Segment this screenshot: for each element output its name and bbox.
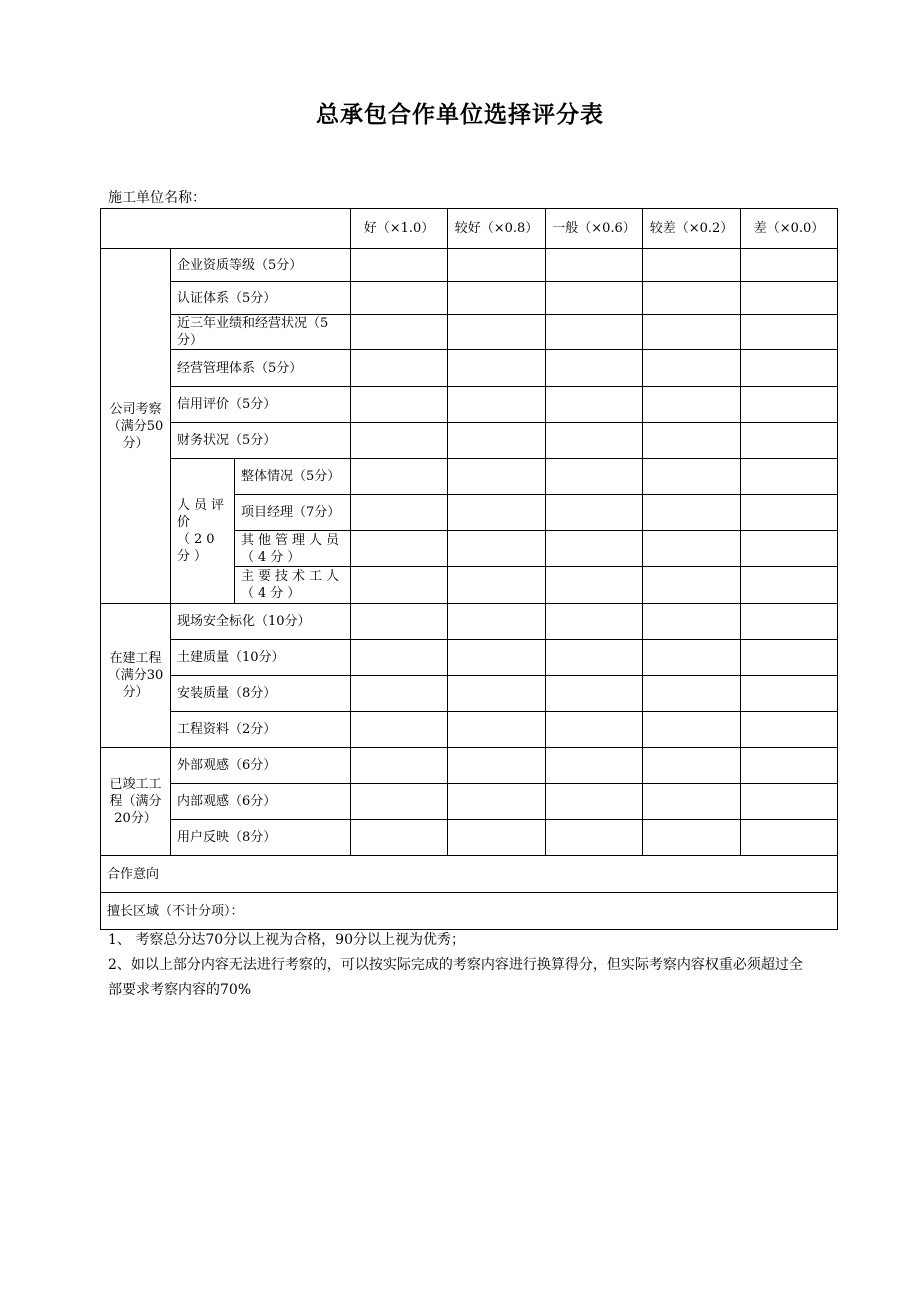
company-item: 企业资质等级（5分） xyxy=(171,249,351,282)
table-row xyxy=(101,676,838,712)
score-cell[interactable] xyxy=(741,676,838,712)
score-cell[interactable] xyxy=(546,604,643,640)
score-cell[interactable] xyxy=(448,604,546,640)
header-blank-cell xyxy=(101,209,351,249)
score-cell[interactable] xyxy=(546,495,643,531)
score-cell[interactable] xyxy=(643,495,741,531)
score-cell[interactable] xyxy=(546,350,643,387)
score-cell[interactable] xyxy=(351,350,448,387)
table-row xyxy=(101,282,838,315)
grade-header-poor: 差（×0.0） xyxy=(741,209,838,249)
score-cell[interactable] xyxy=(643,315,741,350)
score-cell[interactable] xyxy=(351,567,448,604)
personnel-item: 主要技术工人（4分） xyxy=(235,567,351,604)
grade-header-average: 一般（×0.6） xyxy=(546,209,643,249)
company-item: 近三年业绩和经营状况（5分） xyxy=(171,315,351,350)
score-cell[interactable] xyxy=(741,387,838,423)
company-item: 认证体系（5分） xyxy=(171,282,351,315)
score-cell[interactable] xyxy=(643,640,741,676)
score-cell[interactable] xyxy=(643,249,741,282)
score-cell[interactable] xyxy=(741,604,838,640)
score-cell[interactable] xyxy=(351,604,448,640)
score-cell[interactable] xyxy=(643,604,741,640)
score-cell[interactable] xyxy=(351,820,448,856)
score-cell[interactable] xyxy=(643,567,741,604)
score-cell[interactable] xyxy=(448,282,546,315)
score-cell[interactable] xyxy=(351,459,448,495)
completed-category: 已竣工工程（满分20分） xyxy=(101,748,171,856)
table-row xyxy=(101,893,838,930)
table-row xyxy=(101,387,838,423)
score-cell[interactable] xyxy=(448,423,546,459)
score-cell[interactable] xyxy=(546,748,643,784)
score-cell[interactable] xyxy=(546,712,643,748)
score-cell[interactable] xyxy=(546,387,643,423)
table-row xyxy=(101,423,838,459)
score-cell[interactable] xyxy=(448,495,546,531)
score-cell[interactable] xyxy=(643,712,741,748)
score-cell[interactable] xyxy=(741,350,838,387)
company-item: 经营管理体系（5分） xyxy=(171,350,351,387)
table-row xyxy=(101,249,838,282)
grade-header-good: 好（×1.0） xyxy=(351,209,448,249)
score-cell[interactable] xyxy=(351,495,448,531)
completed-item: 外部观感（6分） xyxy=(171,748,351,784)
score-cell[interactable] xyxy=(351,387,448,423)
score-cell[interactable] xyxy=(351,249,448,282)
in-progress-category: 在建工程（满分30分） xyxy=(101,604,171,748)
company-item: 财务状况（5分） xyxy=(171,423,351,459)
score-cell[interactable] xyxy=(643,423,741,459)
table-row xyxy=(101,856,838,893)
table-row xyxy=(101,459,838,495)
score-cell[interactable] xyxy=(546,531,643,567)
table-row xyxy=(101,820,838,856)
table-row xyxy=(101,315,838,350)
score-cell[interactable] xyxy=(448,567,546,604)
grade-header-fairly-good: 较好（×0.8） xyxy=(448,209,546,249)
score-cell[interactable] xyxy=(448,748,546,784)
personnel-category: 人员评价（20分） xyxy=(171,459,235,604)
score-cell[interactable] xyxy=(351,640,448,676)
score-cell[interactable] xyxy=(351,712,448,748)
score-cell[interactable] xyxy=(546,459,643,495)
score-cell[interactable] xyxy=(351,423,448,459)
completed-item: 用户反映（8分） xyxy=(171,820,351,856)
grade-header-fairly-poor: 较差（×0.2） xyxy=(643,209,741,249)
score-cell[interactable] xyxy=(741,423,838,459)
note-1: 1、 考察总分达70分以上视为合格，90分以上视为优秀； xyxy=(108,932,465,948)
score-cell[interactable] xyxy=(643,282,741,315)
score-cell[interactable] xyxy=(448,315,546,350)
score-cell[interactable] xyxy=(546,315,643,350)
score-cell[interactable] xyxy=(546,640,643,676)
score-cell[interactable] xyxy=(448,350,546,387)
score-cell[interactable] xyxy=(546,249,643,282)
table-row xyxy=(101,748,838,784)
score-cell[interactable] xyxy=(448,531,546,567)
score-cell[interactable] xyxy=(741,567,838,604)
table-row xyxy=(101,712,838,748)
unit-name-label: 施工单位名称： xyxy=(108,190,206,206)
score-cell[interactable] xyxy=(643,387,741,423)
score-cell[interactable] xyxy=(643,350,741,387)
table-row xyxy=(101,604,838,640)
in-progress-item: 土建质量（10分） xyxy=(171,640,351,676)
company-item: 信用评价（5分） xyxy=(171,387,351,423)
notes xyxy=(108,928,808,1003)
score-cell[interactable] xyxy=(741,249,838,282)
score-cell[interactable] xyxy=(448,640,546,676)
score-cell[interactable] xyxy=(448,459,546,495)
score-cell[interactable] xyxy=(351,531,448,567)
specialty-area[interactable]: 擅长区域（不计分项）： xyxy=(101,893,838,930)
score-cell[interactable] xyxy=(546,423,643,459)
score-cell[interactable] xyxy=(643,748,741,784)
score-cell[interactable] xyxy=(546,282,643,315)
score-cell[interactable] xyxy=(741,282,838,315)
score-cell[interactable] xyxy=(643,784,741,820)
company-category: 公司考察（满分50分） xyxy=(101,249,171,604)
score-cell[interactable] xyxy=(741,820,838,856)
score-cell[interactable] xyxy=(351,282,448,315)
score-table xyxy=(100,208,838,930)
score-cell[interactable] xyxy=(448,249,546,282)
score-cell[interactable] xyxy=(741,640,838,676)
score-cell[interactable] xyxy=(448,676,546,712)
score-cell[interactable] xyxy=(741,315,838,350)
score-cell[interactable] xyxy=(546,784,643,820)
table-row xyxy=(101,350,838,387)
personnel-item: 其他管理人员（4分） xyxy=(235,531,351,567)
score-cell[interactable] xyxy=(351,748,448,784)
table-row xyxy=(101,640,838,676)
in-progress-item: 现场安全标化（10分） xyxy=(171,604,351,640)
score-cell[interactable] xyxy=(448,712,546,748)
score-cell[interactable] xyxy=(351,784,448,820)
completed-item: 内部观感（6分） xyxy=(171,784,351,820)
score-cell[interactable] xyxy=(741,748,838,784)
score-cell[interactable] xyxy=(351,676,448,712)
page-title: 总承包合作单位选择评分表 xyxy=(316,102,604,128)
score-cell[interactable] xyxy=(643,676,741,712)
score-cell[interactable] xyxy=(741,531,838,567)
in-progress-item: 安装质量（8分） xyxy=(171,676,351,712)
in-progress-item: 工程资料（2分） xyxy=(171,712,351,748)
score-cell[interactable] xyxy=(643,820,741,856)
cooperation-intent[interactable]: 合作意向 xyxy=(101,856,838,893)
score-cell[interactable] xyxy=(643,459,741,495)
note-2: 2、如以上部分内容无法进行考察的，可以按实际完成的考察内容进行换算得分，但实际考察内容权重必须超过全部要求考察内容的70% xyxy=(108,957,803,998)
score-cell[interactable] xyxy=(741,495,838,531)
score-cell[interactable] xyxy=(351,315,448,350)
score-cell[interactable] xyxy=(448,820,546,856)
score-cell[interactable] xyxy=(741,712,838,748)
score-cell[interactable] xyxy=(546,820,643,856)
score-cell[interactable] xyxy=(643,531,741,567)
score-cell[interactable] xyxy=(448,387,546,423)
table-row xyxy=(101,784,838,820)
score-cell[interactable] xyxy=(741,459,838,495)
personnel-item: 项目经理（7分） xyxy=(235,495,351,531)
score-cell[interactable] xyxy=(741,784,838,820)
score-cell[interactable] xyxy=(448,784,546,820)
score-cell[interactable] xyxy=(546,567,643,604)
score-cell[interactable] xyxy=(546,676,643,712)
header-row xyxy=(101,209,838,249)
personnel-item: 整体情况（5分） xyxy=(235,459,351,495)
